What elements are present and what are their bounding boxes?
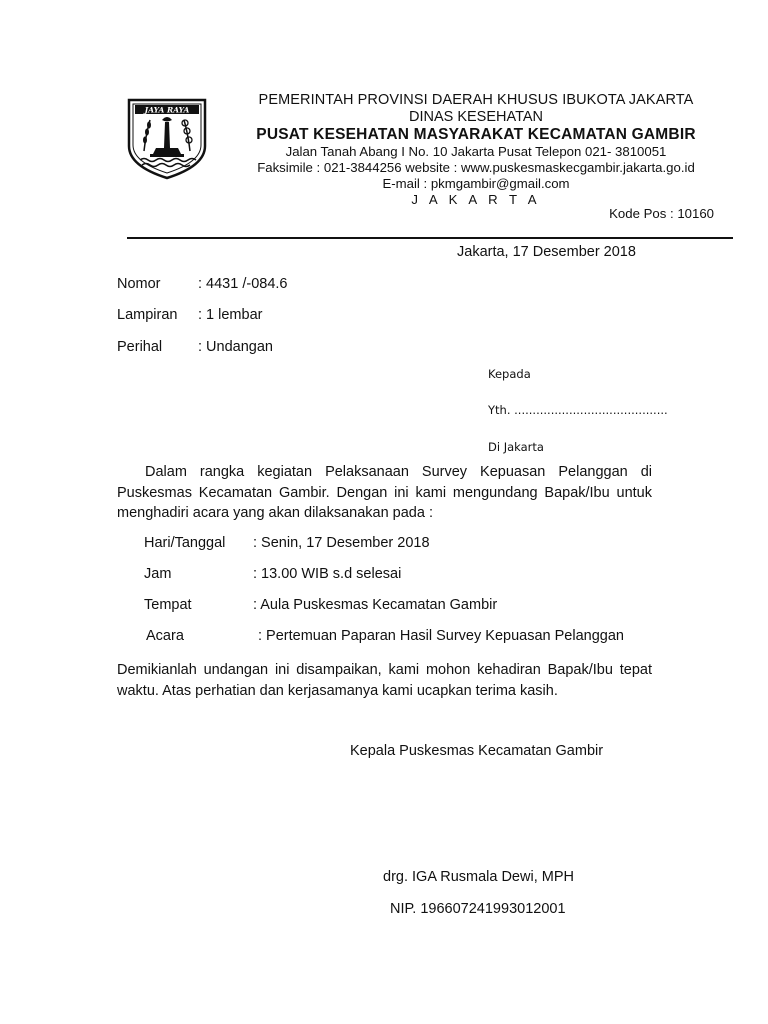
detail-jam-value: : 13.00 WIB s.d selesai <box>253 566 402 582</box>
government-name: PEMERINTAH PROVINSI DAERAH KHUSUS IBUKOTA JAKARTA <box>258 92 694 108</box>
closing-paragraph: Demikianlah undangan ini disampaikan, kami mohon kehadiran Bapak/Ibu tepat waktu. Atas perhatian dan kerjasamanya kami ucapkan terima kasih. <box>117 662 652 699</box>
letter-date: Jakarta, 17 Desember 2018 <box>457 244 636 260</box>
meta-nomor <box>117 276 288 292</box>
meta-perihal <box>117 339 273 355</box>
detail-tempat-value: : Aula Puskesmas Kecamatan Gambir <box>253 597 498 613</box>
meta-perihal-label: Perihal <box>117 339 163 355</box>
header-divider <box>127 237 733 239</box>
detail-tempat-label: Tempat <box>144 597 192 613</box>
signature-nip: NIP. 196607241993012001 <box>390 901 566 917</box>
detail-tempat <box>144 597 497 613</box>
detail-jam-label: Jam <box>144 566 172 582</box>
meta-perihal-value: : Undangan <box>198 339 273 355</box>
signature-title: Kepala Puskesmas Kecamatan Gambir <box>350 743 604 759</box>
address-line: Jalan Tanah Abang I No. 10 Jakarta Pusat Telepon 021- 3810051 <box>285 144 667 159</box>
meta-lampiran-label: Lampiran <box>117 307 178 323</box>
meta-nomor-label: Nomor <box>117 276 161 292</box>
signature-name: drg. IGA Rusmala Dewi, MPH <box>383 869 574 885</box>
email-line: E-mail : pkmgambir@gmail.com <box>382 176 570 191</box>
detail-acara-value: : Pertemuan Paparan Hasil Survey Kepuasan Pelanggan <box>258 628 624 644</box>
detail-hari <box>144 535 430 551</box>
detail-hari-value: : Senin, 17 Desember 2018 <box>253 535 430 551</box>
recipient-location: Di Jakarta <box>488 440 544 454</box>
city-line: J A K A R T A <box>411 192 541 207</box>
logo-motto: JAYA RAYA <box>144 105 190 115</box>
letterhead <box>226 92 726 207</box>
institution-name: PUSAT KESEHATAN MASYARAKAT KECAMATAN GAMBIR <box>256 126 696 143</box>
detail-acara-label: Acara <box>146 628 184 644</box>
meta-nomor-value: : 4431 /-084.6 <box>198 276 288 292</box>
fax-website-line: Faksimile : 021-3844256 website : www.puskesmaskecgambir.jakarta.go.id <box>257 160 695 175</box>
intro-paragraph: Dalam rangka kegiatan Pelaksanaan Survey Kepuasan Pelanggan di Puskesmas Kecamatan Gambir. Dengan ini kami mengundang Bapak/Ibu untuk menghadiri acara yang akan dilaksanakan pada : <box>117 464 652 521</box>
meta-lampiran <box>117 307 262 323</box>
meta-lampiran-value: : 1 lembar <box>198 307 263 323</box>
jakarta-crest-logo <box>126 96 208 180</box>
department-name: DINAS KESEHATAN <box>408 109 544 125</box>
recipient-yth: Yth. .......................................... <box>488 403 668 417</box>
detail-hari-label: Hari/Tanggal <box>144 535 226 551</box>
postal-code: Kode Pos : 10160 <box>609 206 714 221</box>
detail-acara <box>144 628 624 644</box>
recipient-kepada: Kepada <box>488 367 531 381</box>
detail-jam <box>144 566 401 582</box>
